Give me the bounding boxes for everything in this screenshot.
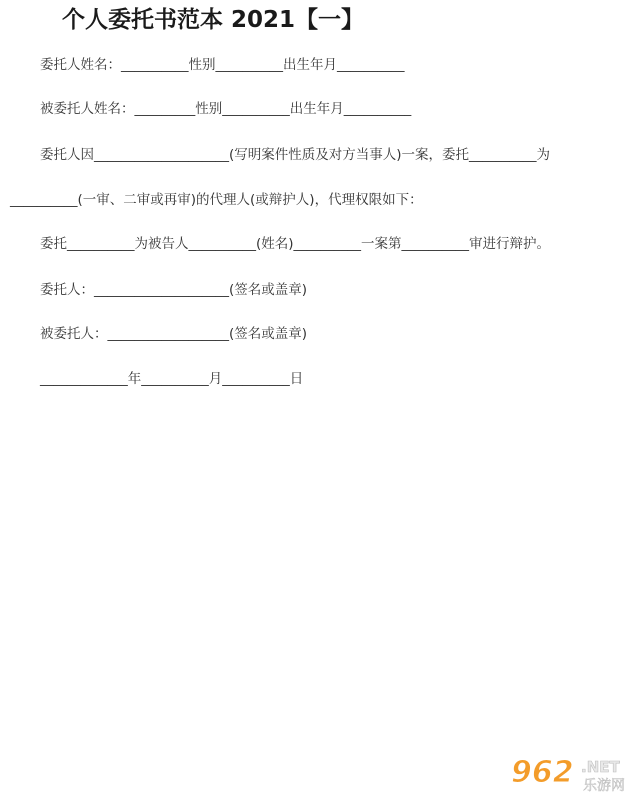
watermark-logo-text: 962 bbox=[511, 755, 574, 790]
document-title: 个人委托书范本 2021【一】 bbox=[62, 7, 365, 33]
watermark-subtitle-text: 乐游网 bbox=[583, 778, 625, 794]
agent-info-line: 被委托人姓名：_________性别__________出生年月__________ bbox=[40, 101, 412, 117]
date-line: _____________年__________月__________日 bbox=[40, 371, 304, 387]
agent-signature-line: 被委托人：__________________(签名或盖章) bbox=[40, 326, 308, 342]
site-watermark-logo bbox=[509, 752, 637, 794]
watermark-suffix-text: .NET bbox=[581, 758, 620, 776]
principal-info-line: 委托人姓名：__________性别__________出生年月__________ bbox=[40, 57, 405, 73]
principal-signature-line: 委托人：____________________(签名或盖章) bbox=[40, 282, 308, 298]
defense-entrust-line: 委托__________为被告人__________(姓名)__________一案第__________审进行辩护。 bbox=[40, 236, 551, 252]
case-reason-line: 委托人因____________________(写明案件性质及对方当事人)一案，委托__________为 bbox=[40, 147, 551, 163]
agency-scope-line: __________(一审、二审或再审)的代理人(或辩护人)，代理权限如下： bbox=[10, 192, 423, 208]
